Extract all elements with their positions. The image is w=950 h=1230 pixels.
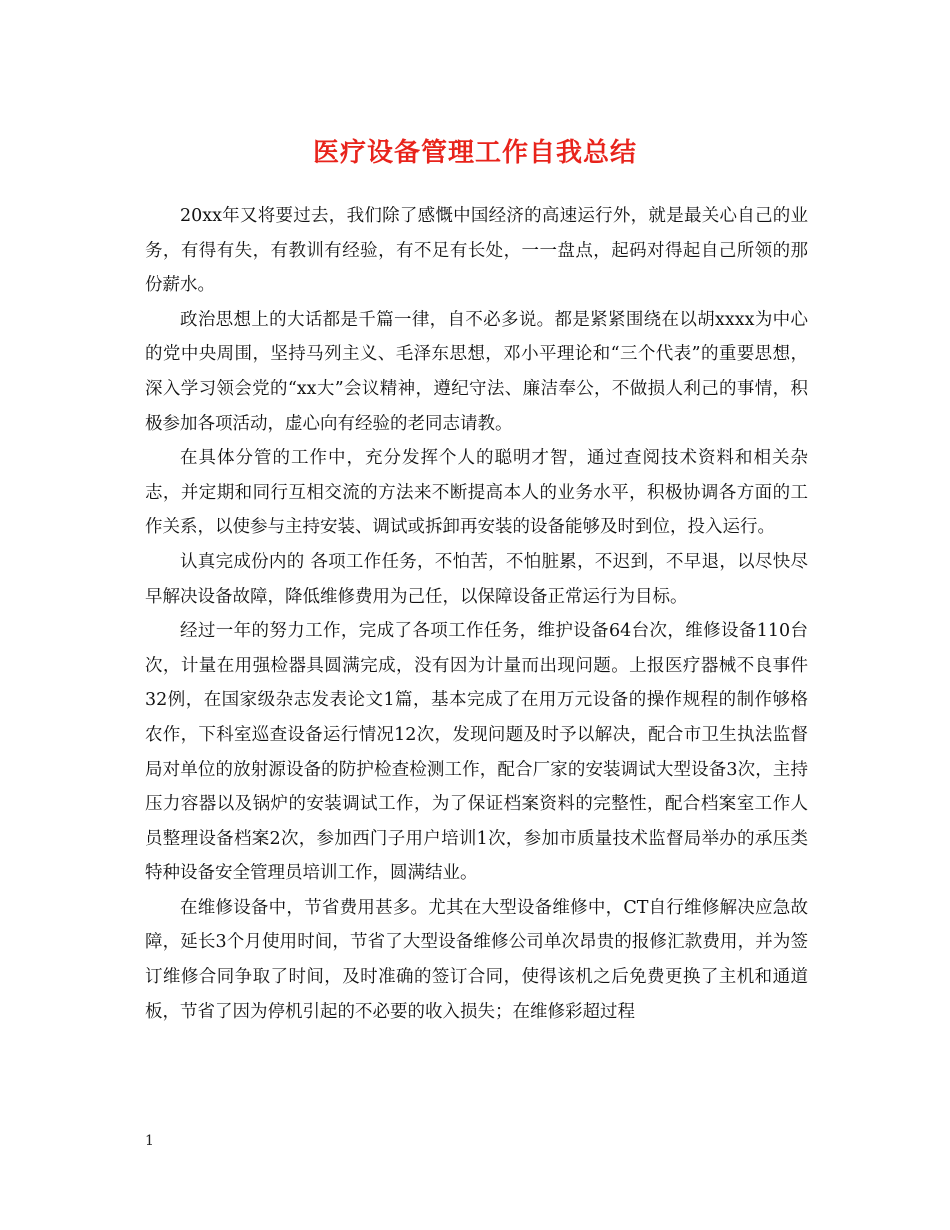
paragraph-6: 在维修设备中，节省费用甚多。尤其在大型设备维修中，CT自行维修解决应急故障，延长3个月使用时间，节省了大型设备维修公司单次昂贵的报修汇款费用，并为签订维修合同争取了时间，及时准确的签订合同，使得该机之后免费更换了主机和通道板，节省了因为停机引起的不必要的收入损失；在维修彩超过程: [145, 897, 808, 1022]
paragraph-3: 在具体分管的工作中，充分发挥个人的聪明才智，通过查阅技术资料和相关杂志，并定期和同行互相交流的方法来不断提高本人的业务水平，积极协调各方面的工作关系，以使参与主持安装、调试或拆卸再安装的设备能够及时到位，投入运行。: [145, 448, 808, 538]
document-title: 医疗设备管理工作自我总结: [312, 138, 637, 168]
paragraph-1: 20xx年又将要过去，我们除了感慨中国经济的高速运行外，就是最关心自己的业务，有得有失，有教训有经验，有不足有长处，一一盘点，起码对得起自己所领的那份薪水。: [145, 206, 808, 296]
document-body: [145, 199, 808, 1029]
paragraph-5: 经过一年的努力工作，完成了各项工作任务，维护设备64台次，维修设备110台次，计量在用强检器具圆满完成，没有因为计量而出现问题。上报医疗器械不良事件32例，在国家级杂志发表论文1篇，基本完成了在用万元设备的操作规程的制作够格农作，下科室巡查设备运行情况12次，发现问题及时予以解决，配合市卫生执法监督局对单位的放射源设备的防护检查检测工作，配合厂家的安装调试大型设备3次，主持压力容器以及锅炉的安装调试工作，为了保证档案资料的完整性，配合档案室工作人员整理设备档案2次，参加西门子用户培训1次，参加市质量技术监督局举办的承压类特种设备安全管理员培训工作，圆满结业。: [145, 621, 808, 884]
paragraph-4: 认真完成份内的 各项工作任务，不怕苦，不怕脏累，不迟到，不早退，以尽快尽早解决设备故障，降低维修费用为己任，以保障设备正常运行为目标。: [145, 551, 808, 607]
page-number: 1: [145, 1133, 154, 1149]
paragraph-2: 政治思想上的大话都是千篇一律，自不必多说。都是紧紧围绕在以胡xxxx为中心的党中央周围，坚持马列主义、毛泽东思想，邓小平理论和“三个代表”的重要思想，深入学习领会党的“xx大”会议精神，遵纪守法、廉洁奉公，不做损人利己的事情，积极参加各项活动，虚心向有经验的老同志请教。: [145, 309, 808, 434]
